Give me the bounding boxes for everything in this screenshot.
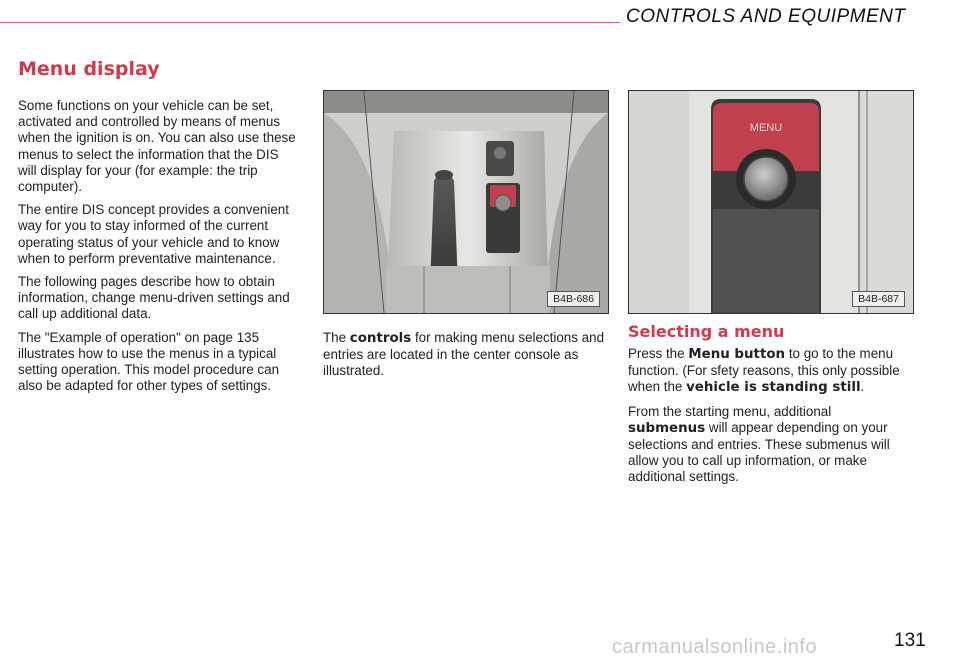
paragraph: The "Example of operation" on page 135 illustrates how to use the menus in a typical setting operation. This model procedure can also be adapted for other types of settings. <box>18 329 280 394</box>
paragraph <box>628 404 912 486</box>
figure-caption <box>323 330 608 387</box>
text-run: to go to the menu function. (For sfety reasons, this only possible when the <box>628 346 900 395</box>
menu-button-illustration <box>629 91 913 313</box>
center-console-illustration <box>324 91 608 313</box>
paragraph: The following pages describe how to obtain information, change menu-driven settings and call up additional data. <box>18 274 290 322</box>
figure-label: B4B-686 <box>547 291 600 307</box>
caption-pre: The <box>323 330 350 345</box>
submenus-emphasis: submenus <box>628 420 706 436</box>
figure-label: B4B-687 <box>852 291 905 307</box>
page-number: 131 <box>894 630 926 651</box>
section-title-selecting-menu: Selecting a menu <box>628 322 785 341</box>
header-rule <box>0 22 620 23</box>
figure-menu-button <box>628 90 914 314</box>
text-run: From the starting menu, additional <box>628 403 832 419</box>
paragraph: The entire DIS concept provides a convenient way for you to stay informed of the current operating status of your vehicle and to know when to perform preventative maintenance. <box>18 202 289 266</box>
text-run: will appear depending on your selections and entries. These submenus will allow you to call up information, or make additional settings. <box>628 419 890 485</box>
menu-button-emphasis: Menu button <box>688 347 786 362</box>
standing-still-emphasis: vehicle is standing still <box>686 380 861 396</box>
text-run: . <box>860 379 865 395</box>
caption-bold: controls <box>349 331 412 346</box>
header-title: CONTROLS AND EQUIPMENT <box>626 6 906 27</box>
section-title-menu-display: Menu display <box>18 58 160 80</box>
paragraph <box>628 346 912 397</box>
menu-button-text: MENU <box>749 122 783 134</box>
figure-center-console <box>323 90 609 314</box>
text-run: Press the <box>628 346 689 361</box>
menu-display-body <box>18 98 300 401</box>
watermark: carmanualsonline.info <box>612 636 818 658</box>
caption-post: for making menu selections and entries are located in the center console as illustrated. <box>323 330 605 379</box>
paragraph: Some functions on your vehicle can be set, activated and controlled by means of menus when the ignition is on. You can also use these menus to select the information that the DIS will display for your (for example: the trip computer). <box>18 98 296 195</box>
selecting-menu-body <box>628 346 912 493</box>
